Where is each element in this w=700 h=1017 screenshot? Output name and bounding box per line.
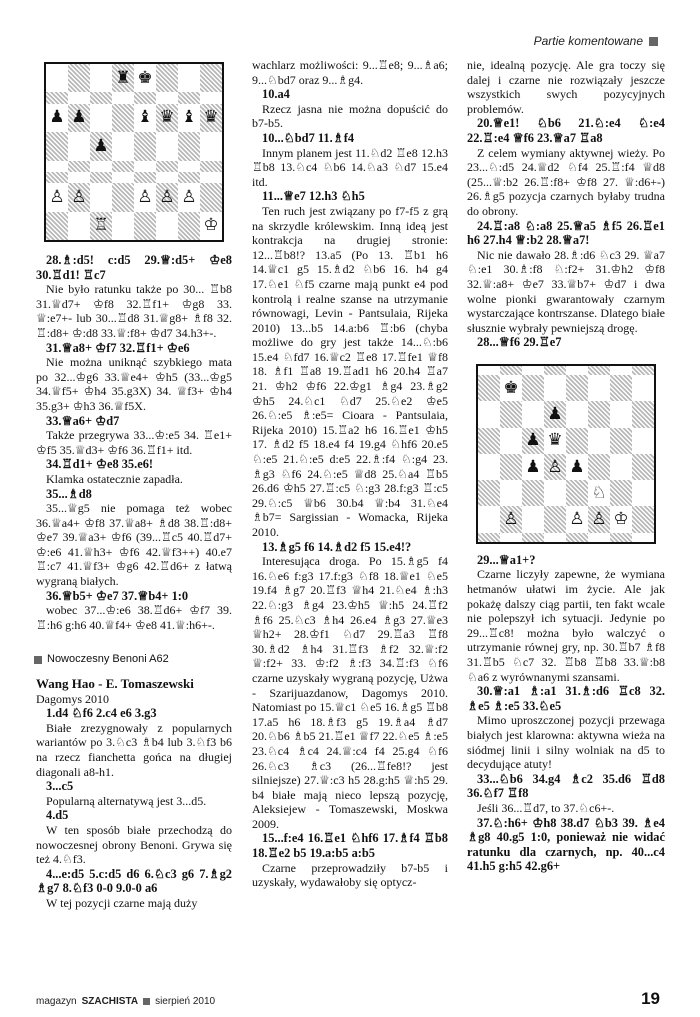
commentary-paragraph: Czarne przeprowadziły b7-b5 i uzyskały, wydawałoby się optycz-	[252, 860, 448, 890]
board-square	[178, 132, 200, 160]
diagram-2-wrap	[467, 350, 665, 553]
move-line: 31.♕a8+ ♔f7 32.♖f1+ ♔e6	[46, 340, 190, 355]
commentary-paragraph: Rzecz jasna nie można dopuścić do b7-b5.	[252, 101, 448, 131]
board-square	[588, 533, 610, 542]
commentary-paragraph: Mimo uproszczonej pozycji przewaga białych jest klarowna: aktywna wieża na siódmej linii i silny wolniak na d5 to decydujące atuty!	[467, 713, 665, 772]
column-2-text	[252, 58, 448, 890]
move-line: 11...♕e7 12.h3 ♘h5	[262, 189, 365, 204]
commentary-paragraph: 35...♕g5 nie pomaga też wobec 36.♕a4+ ♔f8 37.♕a8+ ♗d8 38.♖:d8+ ♔e7 39.♕a3+ ♔f6 (39...♖c5 40.♖d7+ ♔:e6 41.♕h3+ ♔f6 42.♕f3++) 40.e7 ♖:c7 41.♕f3+ ♔g6 42.♖d6+ z łatwą wygraną białych.	[36, 501, 232, 589]
board-square	[156, 132, 178, 160]
commentary-paragraph: Nie było ratunku także po 30... ♖b8 31.♕d7+ ♔f8 32.♖f1+ ♔g8 33. ♕:e7+- lub 30...♖d8 31.♕g8+ ♗f8 32. ♖:d8+ ♔:d8 33.♕:f8+ ♔d7 34.h3+-.	[36, 282, 232, 340]
board-square	[134, 132, 156, 160]
game-players: Wang Hao - E. Tomaszewski	[36, 676, 194, 692]
move-line: 4...e:d5 5.c:d5 d6 6.♘c3 g6 7.♗g2 ♗g7 8.♘f3 0-0 9.0-0 a6	[36, 866, 232, 896]
chess-diagram-2	[476, 364, 656, 544]
board-square	[178, 172, 200, 183]
move-line: 34.♖d1+ ♔e8 35.e6!	[46, 457, 154, 472]
board-square	[178, 161, 200, 172]
board-square	[156, 92, 178, 103]
board-square	[566, 366, 588, 375]
column-2	[252, 58, 448, 890]
move-line: 37.♘:h6+ ♔h8 38.d7 ♘b3 39. ♗e4 ♗g8 40.g5 1:0, ponieważ nie widać ratunku dla czarnych, np. 40...c4 41.h5 g:h5 42.g6+	[467, 815, 665, 874]
board-square: ♟	[544, 401, 566, 427]
board-square	[68, 92, 90, 103]
commentary-paragraph: Nic nie dawało 28.♗:d6 ♘c3 29. ♕a7 ♘:e1 30.♗:f8 ♘:f2+ 31.♔h2 ♔f8 32.♕:a8+ ♔e7 33.♕b7+ ♔d7 i dwa wolne pionki gwarantowały czarnym wystarczające kontrszanse. Dlatego białe słusznie wybrały pewniejszą drogę.	[467, 247, 665, 335]
move-line: 15...f:e4 16.♖e1 ♘hf6 17.♗f4 ♖b8 18.♖e2 b5 19.a:b5 a:b5	[252, 831, 448, 861]
chess-diagram-1	[44, 62, 224, 242]
board-square: ♚	[134, 64, 156, 92]
board-square	[478, 454, 500, 480]
footer-square-icon	[143, 998, 150, 1005]
board-square	[500, 401, 522, 427]
board-square	[134, 172, 156, 183]
board-square: ♟	[566, 454, 588, 480]
board-square	[566, 480, 588, 506]
board-square: ♙	[566, 506, 588, 532]
board-square: ♟	[522, 454, 544, 480]
board-square: ♙	[68, 183, 90, 211]
move-line: 4.d5	[46, 808, 69, 823]
board-square	[90, 183, 112, 211]
move-line: 28...♕f6 29.♖e7	[477, 335, 562, 350]
board-square: ♙	[46, 183, 68, 211]
board-square	[544, 533, 566, 542]
board-square	[200, 172, 222, 183]
board-square	[112, 212, 134, 240]
board-square	[156, 212, 178, 240]
board-square	[522, 375, 544, 401]
move-line: 13.♗g5 f6 14.♗d2 f5 15.e4!?	[262, 539, 412, 554]
move-line: 1.d4 ♘f6 2.c4 e6 3.g3	[46, 706, 157, 721]
board-square	[610, 480, 632, 506]
board-square	[544, 375, 566, 401]
board-square	[610, 375, 632, 401]
footer-magazine: SZACHISTA	[81, 996, 139, 1007]
board-square: ♖	[90, 212, 112, 240]
board-square: ♙	[544, 454, 566, 480]
board-square	[632, 506, 654, 532]
board-square	[610, 428, 632, 454]
commentary-paragraph: Także przegrywa 33...♔:e5 34. ♖e1+ ♔f5 35.♕d3+ ♔f6 36.♖f1+ itd.	[36, 428, 232, 457]
commentary-paragraph: Klamka ostatecznie zapadła.	[46, 471, 183, 486]
board-square	[588, 375, 610, 401]
board-square	[632, 375, 654, 401]
board-square	[500, 428, 522, 454]
board-square	[588, 401, 610, 427]
board-square	[112, 172, 134, 183]
board-square: ♔	[610, 506, 632, 532]
move-line: 35...♗d8	[46, 486, 92, 501]
board-square	[500, 454, 522, 480]
board-square	[134, 161, 156, 172]
commentary-paragraph: Nie można uniknąć szybkiego mata po 32...♔g6 33.♕e4+ ♔h5 (33...♔g5 34.♕f5+ ♔h4 35.g3X) 34. ♕f3+ ♔h4 35.g3+ ♔h3 36.♕f5X.	[36, 355, 232, 413]
board-square	[610, 454, 632, 480]
board-square	[46, 64, 68, 92]
commentary-paragraph: Czarne liczyły zapewne, że wymiana hetmanów ułatwi im życie. Ale jak pokażę dalszy ciąg partii, ten fakt wcale nie polepszył ich sytuacji. Jedynie po 29...♖c8! można było walczyć o utrzymanie równej gry, np. 30.♖b7 ♗f8 31.♖b5 ♘c7 32. ♖b8 ♖b8 33.♕:b8 ♘a6 z wyrównanymi szansami.	[467, 567, 665, 684]
commentary-paragraph: nie, idealną pozycję. Ale gra toczy się dalej i czarne nie rozwiązały jeszcze wszystkich swych pozycyjnych problemów.	[467, 58, 665, 116]
board-square	[156, 64, 178, 92]
board-square: ♙	[588, 506, 610, 532]
board-square: ♚	[500, 375, 522, 401]
board-square	[112, 132, 134, 160]
board-square	[68, 64, 90, 92]
column-1	[36, 58, 232, 911]
board-square	[500, 480, 522, 506]
board-square: ♟	[46, 104, 68, 132]
commentary-paragraph: W ten sposób białe przechodzą do nowoczesnej obrony Benoni. Grywa się też 4.♘f3.	[36, 822, 232, 867]
board-square	[522, 366, 544, 375]
board-square	[200, 183, 222, 211]
commentary-paragraph: wachlarz możliwości: 9...♖e8; 9...♗a6; 9...♘bd7 oraz 9...♗g4.	[252, 58, 448, 87]
board-square: ♝	[178, 104, 200, 132]
board-square	[588, 428, 610, 454]
board-square	[478, 506, 500, 532]
board-square: ♜	[112, 64, 134, 92]
board-square	[522, 480, 544, 506]
move-line: 3...c5	[46, 779, 74, 794]
move-line: 30.♕:a1 ♗:a1 31.♗:d6 ♖c8 32. ♗e5 ♗:e5 33.♘e5	[467, 684, 665, 713]
header-square-icon	[649, 37, 658, 46]
footer-prefix: magazyn	[36, 996, 77, 1007]
board-square	[632, 401, 654, 427]
board-square	[522, 533, 544, 542]
board-square	[200, 64, 222, 92]
board-square	[68, 132, 90, 160]
board-square	[112, 161, 134, 172]
board-square	[134, 92, 156, 103]
board-square	[46, 92, 68, 103]
board-square: ♟	[68, 104, 90, 132]
board-square: ♘	[588, 480, 610, 506]
board-square	[200, 92, 222, 103]
board-square	[112, 183, 134, 211]
commentary-paragraph: Jeśli 36...♖d7, to 37.♘c6+-.	[477, 800, 615, 815]
board-square	[46, 212, 68, 240]
move-line: 10.a4	[262, 87, 290, 102]
board-square: ♔	[200, 212, 222, 240]
board-square	[522, 401, 544, 427]
board-square	[90, 172, 112, 183]
board-square	[610, 533, 632, 542]
board-square	[90, 64, 112, 92]
column-1-text	[36, 253, 232, 632]
board-square	[632, 533, 654, 542]
board-square	[46, 172, 68, 183]
move-line: 10...♘bd7 11.♗f4	[262, 130, 355, 145]
board-square	[478, 480, 500, 506]
board-square: ♟	[522, 428, 544, 454]
board-square	[156, 172, 178, 183]
board-square	[478, 428, 500, 454]
board-square	[544, 480, 566, 506]
board-square	[90, 161, 112, 172]
board-square	[46, 161, 68, 172]
board-square	[68, 161, 90, 172]
board-square	[478, 366, 500, 375]
opening-label	[34, 652, 232, 667]
column-3-text-continued	[467, 553, 665, 874]
move-line: 24.♖:a8 ♘:a8 25.♕a5 ♗f5 26.♖e1 h6 27.h4 ♕:b2 28.♕a7!	[467, 218, 665, 248]
board-square	[566, 375, 588, 401]
board-square	[588, 454, 610, 480]
move-line: 28.♗:d5! c:d5 29.♕:d5+ ♔e8 30.♖d1! ♖c7	[36, 253, 232, 282]
board-square	[478, 375, 500, 401]
board-square	[632, 480, 654, 506]
board-square	[112, 104, 134, 132]
board-square	[522, 506, 544, 532]
move-line: 36.♕b5+ ♔e7 37.♕b4+ 1:0	[46, 588, 189, 603]
board-square	[90, 104, 112, 132]
board-square	[588, 366, 610, 375]
board-square	[500, 366, 522, 375]
commentary-paragraph: Popularną alternatywą jest 3...d5.	[46, 793, 207, 808]
board-square: ♛	[200, 104, 222, 132]
board-square	[544, 506, 566, 532]
board-square	[68, 172, 90, 183]
move-line: 33.♕a6+ ♔d7	[46, 413, 120, 428]
commentary-paragraph: Innym planem jest 11.♘d2 ♖e8 12.h3 ♖b8 13.♘c4 ♘b6 14.♘a3 ♘d7 15.e4 itd.	[252, 145, 448, 189]
running-header	[534, 34, 658, 48]
board-square: ♝	[134, 104, 156, 132]
board-square	[90, 92, 112, 103]
board-square	[200, 132, 222, 160]
board-square	[112, 92, 134, 103]
section-square-icon	[34, 656, 42, 664]
board-square: ♙	[156, 183, 178, 211]
commentary-paragraph: Białe zrezygnowały z popularnych wariantów po 3.♘c3 ♗b4 lub 3.♘f3 b6 na rzecz fianchetta gońca na długiej diagonali a8-h1.	[36, 720, 232, 779]
footer-issue: sierpień 2010	[155, 996, 216, 1007]
move-line: 20.♕e1! ♘b6 21.♘:e4 ♘:e4 22.♖:e4 ♕f6 23.♕a7 ♖a8	[467, 116, 665, 145]
diagram-1-wrap	[36, 58, 232, 253]
board-square	[178, 92, 200, 103]
board-square: ♙	[178, 183, 200, 211]
board-square	[632, 428, 654, 454]
page-number: 19	[641, 989, 660, 1008]
board-square: ♛	[156, 104, 178, 132]
commentary-paragraph: Z celem wymiany aktywnej wieży. Po 23...♘:d5 24.♕d2 ♘f4 25.♖:f4 ♕d8 (25...♕:b2 26.♖:f8+ ♔f8 27. ♕:d6+-) 26.♗g5 pozycja czarnych byłaby trudna do obrony.	[467, 145, 665, 218]
commentary-paragraph: Ten ruch jest związany po f7-f5 z grą na skrzydle królewskim. Inną ideą jest kontrakcja na drugiej stronie: 12...♖b8!? 13.a5 (Po 13. ♖b1 h6 14.♕c1 g5 15.♗d2 ♘b6 16. h4 g4 17.♘e1 ♘f5 czarne mają punkt e4 pod kontrolą i realne szanse na utrzymanie równowagi, Levin - Pantsulaia, Rijeka 2010) 13...b5 14.a:b6 ♖:b6 (chyba możliwe do gry jest także 14...♘:b6 15.e4 ♘fd7 16.♕c2 ♖e8 17.♖fe1 ♕f8 18. ♗f1 ♖a8 19.♖ad1 h6 20.h4 ♖a7 21. ♔h2 ♔f6 22.♔g1 ♗g4 23.♗g2 ♔h5 24.♘c1 ♘d7 25.♘e2 ♔e5 26.♘:e5 ♗:e5= Cioara - Pantsulaia, Rijeka 2010) 15.♖a2 h6 16.♖e1 ♔h5 17. ♗d2 f5 18.e4 f4 19.g4 ♘hf6 20.e5 ♘:e5 21.♘:e5 d:e5 22.♗:f4 ♘:g4 23. ♗g3 ♘f6 24.♘:e5 ♕d8 25.♘a4 ♖b5 26.d6 ♔h5 27.♖:c5 ♘:g3 28.f:g3 ♖:c5 29.♘:c5 ♕b6 30.b4 ♕:b4 31.♘e4 ♗b7= Sargissian - Womacka, Rijeka 2010.	[252, 203, 448, 539]
board-square	[178, 212, 200, 240]
board-square	[478, 533, 500, 542]
board-square	[156, 161, 178, 172]
board-square	[632, 454, 654, 480]
column-3	[467, 58, 665, 874]
commentary-paragraph: wobec 37...♔:e6 38.♖d6+ ♔f7 39. ♖:h6 g:h6 40.♕f4+ ♔e8 41.♕:h6+-.	[36, 603, 232, 632]
commentary-paragraph: Interesująca droga. Po 15.♗g5 f4 16.♘e6 f:g3 17.f:g3 ♘f8 18.♕e1 ♘e5 19.f4 ♗g7 20.♖f3 ♕h4 21.♘e4 ♗:h3 22.♘:g3 ♗g4 23.♔h5 ♕:h5 24.♖f2 ♗f6 25.♘c3 ♗h4 26.e4 ♗g3 27.♕e3 ♕h2+ 28.♔f1 ♘d7 29.♖a3 ♖f8 30.♗d2 ♗h4 31.♖f3 ♗f2 32.♕:f2 ♕:f2+ 33. ♔:f2 ♗:f3 34.♖:f3 ♘f6 czarne uzyskały wygraną pozycję, Użwa - Szarijuazdanow, Dagomys 2010. Natomiast po 15.♕c1 ♘e5 16.♗g5 ♖b8 17.a5 h6 18.♗f3 g5 19.♗a4 ♗d7 20.♘b6 ♗b5 21.♖e1 ♕f7 22.♘e5 ♗:e5 23.♘c4 ♗c4 24.♕:c4 f4 25.g4 ♘f6 26.♘c3 ♗c3 (26...♖fe8!? jest silniejsze) 27.♕:c3 h5 28.g:h5 ♕:h5 29. b4 białe mają nieco lepszą pozycję, Aleksiejew - Tomaszewski, Moskwa 2009.	[252, 554, 449, 831]
board-square	[178, 64, 200, 92]
board-square	[200, 161, 222, 172]
board-square: ♛	[544, 428, 566, 454]
board-square	[500, 533, 522, 542]
board-square: ♙	[134, 183, 156, 211]
board-square	[610, 401, 632, 427]
board-square	[544, 366, 566, 375]
board-square: ♟	[90, 132, 112, 160]
board-square	[566, 428, 588, 454]
board-square: ♙	[500, 506, 522, 532]
section-title: Partie komentowane	[533, 34, 643, 48]
column-1-game-text	[36, 706, 232, 910]
board-square	[68, 212, 90, 240]
board-square	[610, 366, 632, 375]
board-square	[632, 366, 654, 375]
column-3-text	[467, 58, 665, 350]
game-event: Dagomys 2010	[36, 691, 109, 706]
board-square	[46, 132, 68, 160]
board-square	[566, 533, 588, 542]
board-square	[478, 401, 500, 427]
move-line: 33...♘b6 34.g4 ♗c2 35.d6 ♖d8 36.♘f7 ♖f8	[467, 771, 665, 801]
move-line: 29...♕a1+?	[477, 552, 536, 567]
board-square	[134, 212, 156, 240]
commentary-paragraph: W tej pozycji czarne mają duży	[46, 895, 198, 910]
board-square	[566, 401, 588, 427]
footer	[36, 996, 215, 1007]
opening-name: Nowoczesny Benoni A62	[47, 653, 169, 666]
